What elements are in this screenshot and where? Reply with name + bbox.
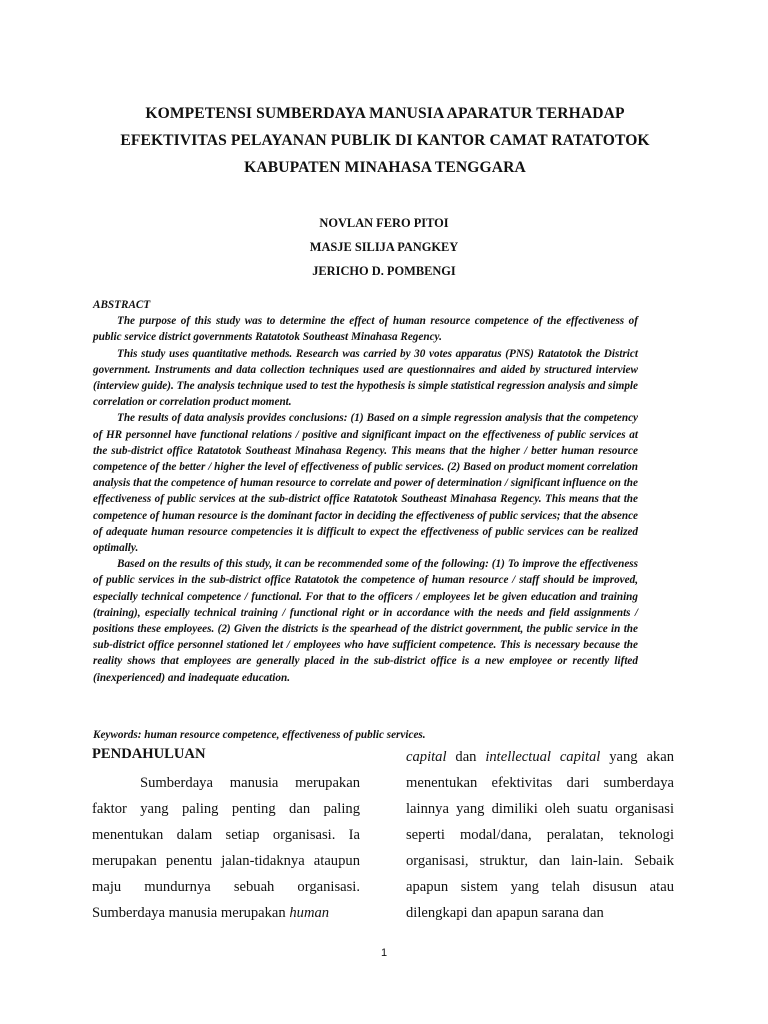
abstract-paragraph: The purpose of this study was to determine the effect of human resource competence of the effectiveness of public service district governments Ratatotok Southeast Minahasa Regency. (93, 315, 638, 344)
body-italic-text: intellectual capital (485, 749, 601, 765)
author-list (184, 211, 584, 283)
author-name: MASJE SILIJA PANGKEY (309, 240, 459, 254)
body-column-right (406, 744, 674, 926)
author-name: JERICHO D. POMBENGI (312, 264, 456, 278)
body-paragraph (92, 770, 360, 926)
body-italic-text: capital (406, 749, 447, 765)
abstract-paragraph: Based on the results of this study, it can be recommended some of the following: (1) To improve the effectiveness of public services in the sub-district office Ratatotok the competence of human resource / staff should be improved, especially technical competence / functional. For that to the officers / employees let be given education and training (training), especially technical training / functional right or in accordance with the needs and field assignments / positions these employees. (2) Given the districts is the spearhead of the district government, the public service in the sub-district office personnel stationed let / employees who have sufficient competence. This is necessary because the reality shows that employees are generally placed in the sub-district office is a new employee or recently lifted (inexperienced) and inadequate education. (93, 558, 638, 684)
body-paragraph (406, 744, 674, 926)
title-line-1: KOMPETENSI SUMBERDAYA MANUSIA APARATUR TERHADAP (145, 105, 625, 122)
title-line-2: EFEKTIVITAS PELAYANAN PUBLIK DI KANTOR CAMAT RATATOTOK (120, 132, 650, 149)
abstract-paragraph: This study uses quantitative methods. Research was carried by 30 votes apparatus (PNS) Ratatotok the District government. Instruments and data collection techniques used are questionnaires and aided by structured interview (interview guide). The analysis technique used to test the hypothesis is simple statistical regression analysis and simple correlation or correlation product moment. (93, 347, 638, 409)
body-text: yang akan menentukan efektivitas dari sumberdaya lainnya yang dimiliki oleh suatu organisasi seperti modal/dana, peralatan, teknologi organisasi, struktur, dan lain-lain. Sebaik apapun sistem yang telah disusun atau dilengkapi dan apapun sarana dan (406, 749, 674, 921)
body-column-left (92, 744, 360, 926)
keywords-line: Keywords: human resource competence, effectiveness of public services. (93, 729, 426, 741)
author-name: NOVLAN FERO PITOI (319, 216, 449, 230)
body-text: Sumberdaya manusia merupakan faktor yang paling penting dan paling menentukan dalam setiap organisasi. Ia merupakan penentu jalan-tidaknya ataupun maju mundurnya sebuah organisasi. Sumberdaya manusia merupakan (92, 775, 360, 921)
section-heading: PENDAHULUAN (92, 746, 206, 762)
abstract-heading: ABSTRACT (93, 299, 151, 311)
paper-title (100, 100, 670, 181)
abstract-paragraph: The results of data analysis provides conclusions: (1) Based on a simple regression analysis that the competency of HR personnel have functional relations / positive and significant impact on the effectiveness of public services at the sub-district office Ratatotok Southeast Minahasa Regency. This means that the higher / better human resource competence of the better / higher the level of effectiveness of public services. (2) Based on product moment correlation analysis that the competence of human resource to correlate and power of determination / significant influence on the effectiveness of public services at the sub-district office Ratatotok Southeast Minahasa Regency. This means that the competence of human resource is the dominant factor in deciding the effectiveness of public services; that the absence of adequate human resource competencies it is difficult to expect the effectiveness of public services can be realized optimally. (93, 412, 638, 555)
abstract-section (93, 297, 638, 686)
page-number: 1 (380, 947, 388, 959)
title-line-3: KABUPATEN MINAHASA TENGGARA (244, 159, 526, 176)
body-text: dan (446, 749, 486, 765)
body-italic-text: human (289, 905, 330, 921)
